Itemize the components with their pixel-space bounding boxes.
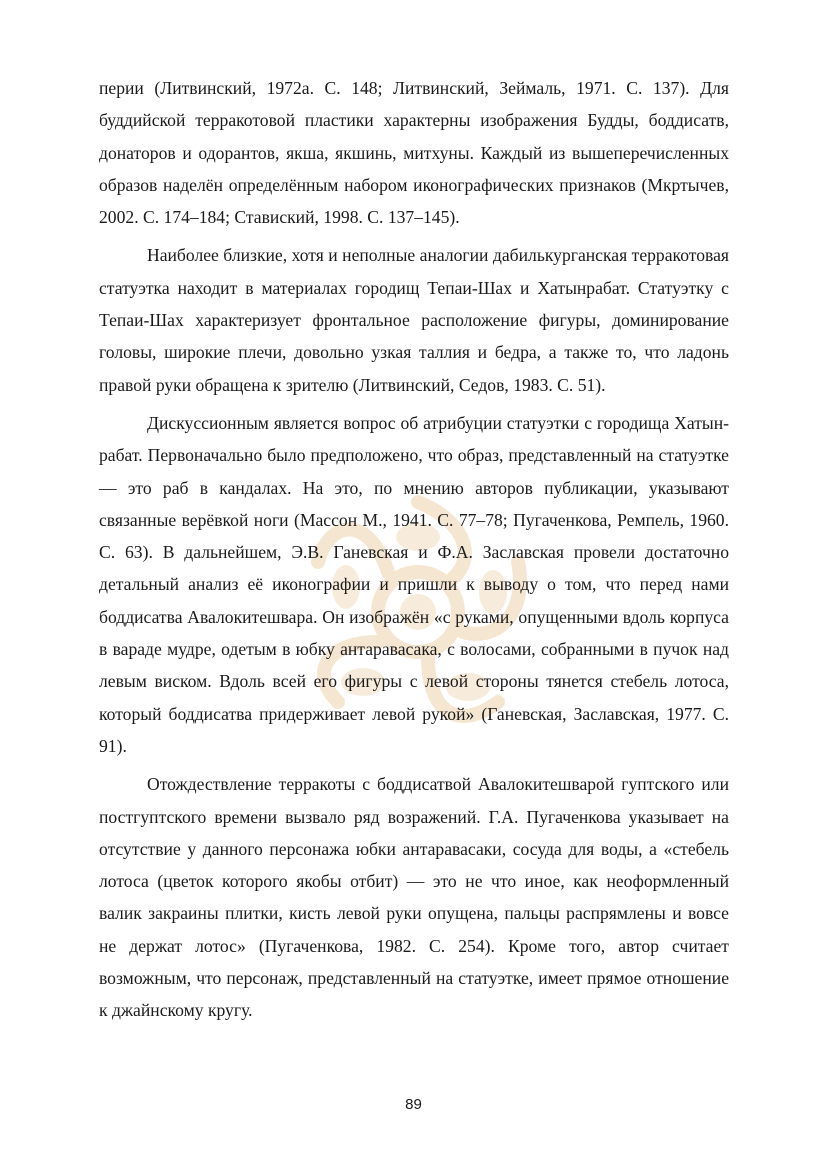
paragraph-2: Наиболее близкие, хотя и неполные аналогии дабилькурганская терракотовая статуэтка находит в материалах городищ Тепаи-Шах и Хатынрабат. Статуэтку с Тепаи-Шах характеризует фронтальное расположение фигуры, доминирование головы, широкие плечи, довольно узкая таллия и бедра, а также то, что ладонь правой руки обращена к зрителю (Литвинский, Седов, 1983. С. 51). <box>99 245 729 395</box>
page-number: 89 <box>405 1096 422 1113</box>
paragraph-1: перии (Литвинский, 1972а. С. 148; Литвинский, Зеймаль, 1971. С. 137). Для буддийской терракотовой пластики характерны изображения Будды, боддисатв, донаторов и одорантов, якша, якшинь, митхуны. Каждый из вышеперечисленных образов наделён определённым набором иконографических признаков (Мкртычев, 2002. С. 174–184; Ставиский, 1998. С. 137–145). <box>99 78 729 228</box>
paragraph-4: Отождествление терракоты с боддисатвой Авалокитешварой гуптского или постгуптского времени вызвало ряд возражений. Г.А. Пугаченкова указывает на отсутствие у данного персонажа юбки антаравасаки, сосуда для воды, а «стебель лотоса (цветок которого якобы отбит) — это не что иное, как неоформленный валик закраины плитки, кисть левой руки опущена, пальцы распрямлены и вовсе не держат лотос» (Пугаченкова, 1982. С. 254). Кроме того, автор считает возможным, что персонаж, представленный на статуэтке, имеет прямое отношение к джайнскому кругу. <box>99 774 729 1021</box>
text-body <box>99 72 729 1033</box>
paragraph-3: Дискуссионным является вопрос об атрибуции статуэтки с городища Хатын-рабат. Первоначально было предположено, что образ, представленный на статуэтке — это раб в кандалах. На это, по мнению авторов публикации, указывают связанные верёвкой ноги (Массон М., 1941. С. 77–78; Пугаченкова, Ремпель, 1960. С. 63). В дальнейшем, Э.В. Ганевская и Ф.А. Заславская провели достаточно детальный анализ её иконографии и пришли к выводу о том, что перед нами боддисатва Авалокитешвара. Он изображён «с руками, опущенными вдоль корпуса в вараде мудре, одетым в юбку антаравасака, с волосами, собранными в пучок над левым виском. Вдоль всей его фигуры с левой стороны тянется стебель лотоса, который боддисатва придерживает левой рукой» (Ганевская, Заславская, 1977. С. 91). <box>99 412 729 756</box>
